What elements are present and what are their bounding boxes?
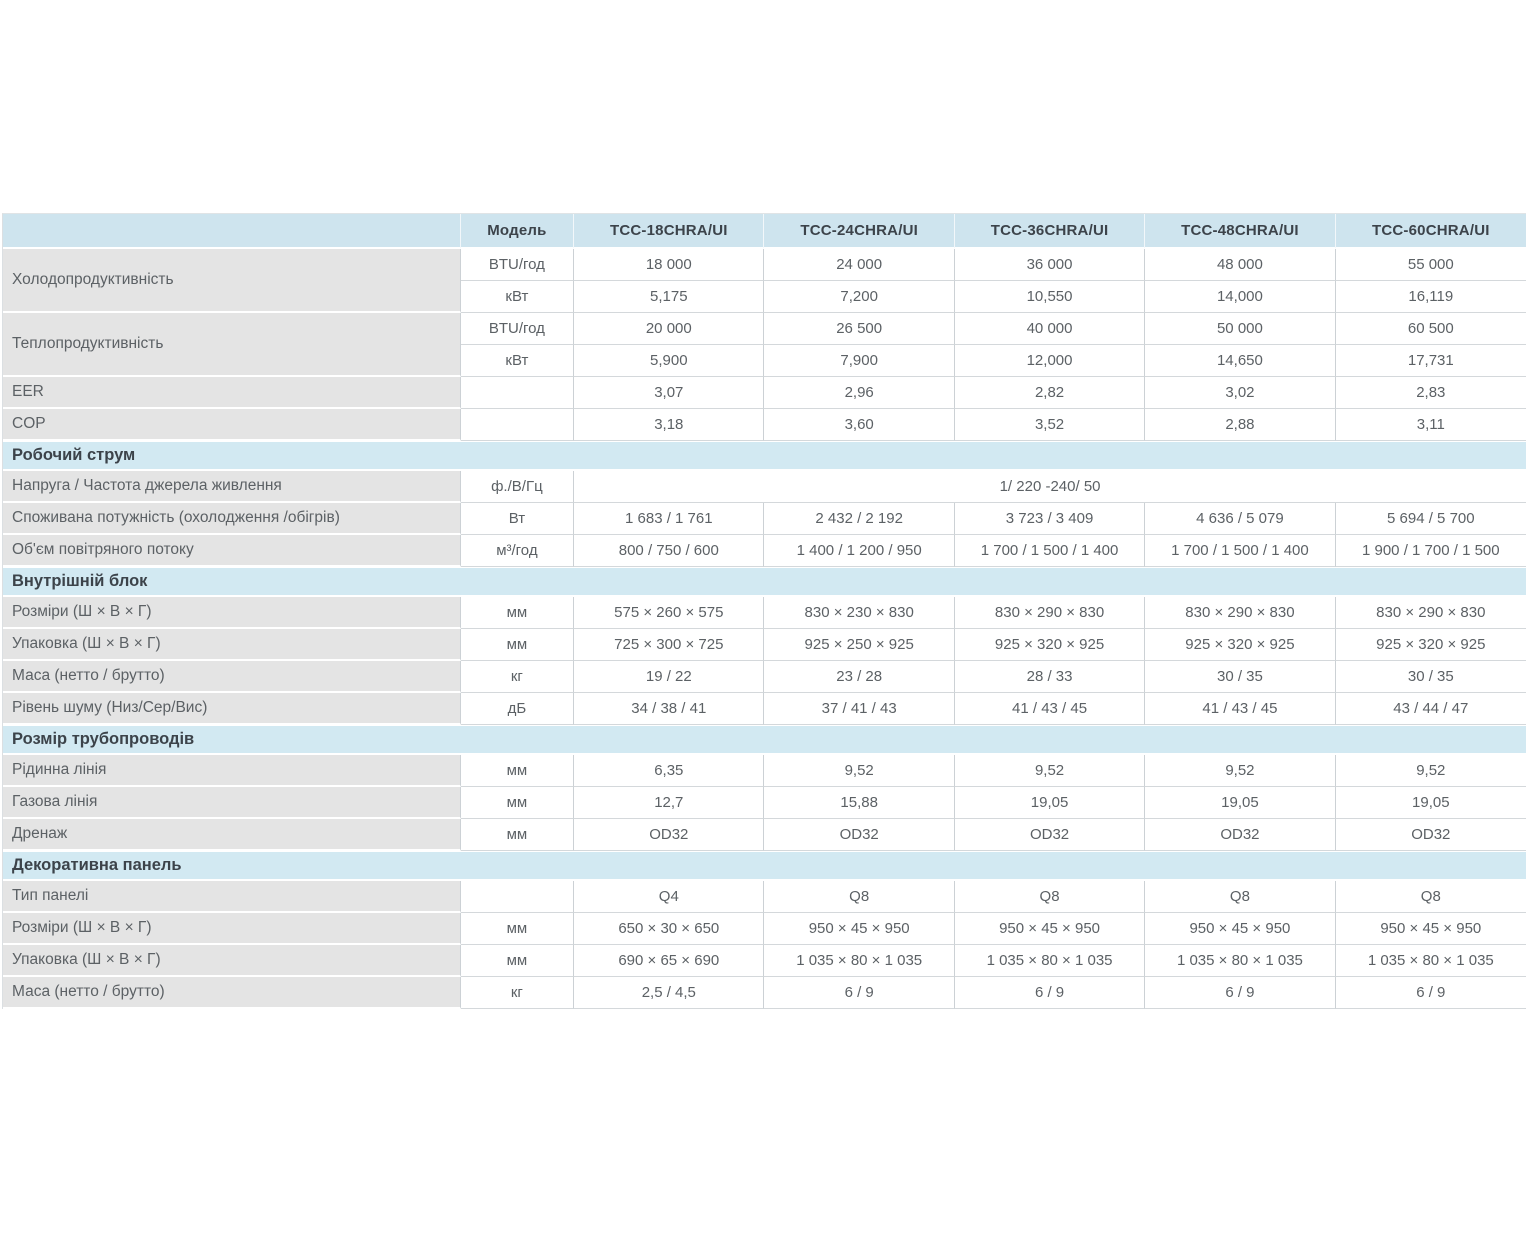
- unit-cell: [461, 409, 574, 441]
- row-label: Теплопродуктивність: [3, 313, 461, 377]
- unit-cell: мм: [461, 597, 574, 629]
- table-row: [3, 535, 1526, 567]
- row-label: Напруга / Частота джерела живлення: [3, 471, 461, 503]
- row-label: Об'єм повітряного потоку: [3, 535, 461, 567]
- value-cell: 36 000: [955, 249, 1145, 281]
- row-label: Дренаж: [3, 819, 461, 851]
- value-cell: 24 000: [764, 249, 954, 281]
- table-row: [3, 977, 1526, 1009]
- value-cell: OD32: [955, 819, 1145, 851]
- value-cell: OD32: [1145, 819, 1335, 851]
- value-cell: 3,60: [764, 409, 954, 441]
- value-cell: 5,175: [574, 281, 764, 313]
- value-cell: 12,7: [574, 787, 764, 819]
- value-cell: 950 × 45 × 950: [764, 913, 954, 945]
- value-cell: 830 × 290 × 830: [955, 597, 1145, 629]
- value-cell: 50 000: [1145, 313, 1335, 345]
- unit-cell: мм: [461, 755, 574, 787]
- value-cell: 3,18: [574, 409, 764, 441]
- value-cell: 1 900 / 1 700 / 1 500: [1336, 535, 1526, 567]
- value-cell: Q8: [955, 881, 1145, 913]
- table-row: [3, 661, 1526, 693]
- value-cell: 725 × 300 × 725: [574, 629, 764, 661]
- header-blank-cell: [3, 214, 461, 249]
- value-cell: 800 / 750 / 600: [574, 535, 764, 567]
- value-cell: 2 432 / 2 192: [764, 503, 954, 535]
- value-cell: 2,5 / 4,5: [574, 977, 764, 1009]
- value-cell: 3 723 / 3 409: [955, 503, 1145, 535]
- table-row: [3, 693, 1526, 725]
- table-row: [3, 945, 1526, 977]
- value-cell: 1 035 × 80 × 1 035: [764, 945, 954, 977]
- unit-cell: [461, 377, 574, 409]
- value-cell: 37 / 41 / 43: [764, 693, 954, 725]
- value-cell: 41 / 43 / 45: [955, 693, 1145, 725]
- value-cell: 925 × 250 × 925: [764, 629, 954, 661]
- header-model-name: TCC-18CHRA/UI: [574, 214, 764, 249]
- unit-cell: кВт: [461, 345, 574, 377]
- value-cell: 19,05: [1145, 787, 1335, 819]
- value-cell: 2,96: [764, 377, 954, 409]
- value-cell: 3,07: [574, 377, 764, 409]
- row-label: Розміри (Ш × В × Г): [3, 597, 461, 629]
- value-cell: 34 / 38 / 41: [574, 693, 764, 725]
- row-label: Маса (нетто / брутто): [3, 661, 461, 693]
- value-cell: 830 × 290 × 830: [1336, 597, 1526, 629]
- value-cell: 6 / 9: [764, 977, 954, 1009]
- value-cell: 1 035 × 80 × 1 035: [1336, 945, 1526, 977]
- value-cell: 43 / 44 / 47: [1336, 693, 1526, 725]
- unit-cell: дБ: [461, 693, 574, 725]
- spec-table: [3, 214, 1526, 1009]
- table-row: [3, 881, 1526, 913]
- value-cell: 925 × 320 × 925: [1145, 629, 1335, 661]
- table-row: [3, 249, 1526, 281]
- row-label: Розміри (Ш × В × Г): [3, 913, 461, 945]
- header-model-name: TCC-60CHRA/UI: [1336, 214, 1526, 249]
- value-cell: 2,82: [955, 377, 1145, 409]
- value-cell: 19 / 22: [574, 661, 764, 693]
- value-cell: 1 700 / 1 500 / 1 400: [1145, 535, 1335, 567]
- row-label: Холодопродуктивність: [3, 249, 461, 313]
- header-row: [3, 214, 1526, 249]
- value-cell: 4 636 / 5 079: [1145, 503, 1335, 535]
- header-model-label: Модель: [461, 214, 574, 249]
- table-row: [3, 377, 1526, 409]
- value-cell: 2,83: [1336, 377, 1526, 409]
- section-title: Внутрішній блок: [3, 567, 1526, 597]
- section-row: [3, 567, 1526, 597]
- value-cell: 14,000: [1145, 281, 1335, 313]
- value-cell: 950 × 45 × 950: [955, 913, 1145, 945]
- value-cell: 10,550: [955, 281, 1145, 313]
- value-cell: 9,52: [1336, 755, 1526, 787]
- value-cell: OD32: [1336, 819, 1526, 851]
- value-cell: 1 035 × 80 × 1 035: [1145, 945, 1335, 977]
- table-row: [3, 913, 1526, 945]
- value-cell: 20 000: [574, 313, 764, 345]
- row-label: Упаковка (Ш × В × Г): [3, 629, 461, 661]
- header-model-name: TCC-24CHRA/UI: [764, 214, 954, 249]
- value-cell: 15,88: [764, 787, 954, 819]
- unit-cell: ф./В/Гц: [461, 471, 574, 503]
- unit-cell: [461, 881, 574, 913]
- header-model-name: TCC-48CHRA/UI: [1145, 214, 1335, 249]
- value-cell: 3,02: [1145, 377, 1335, 409]
- value-cell: 950 × 45 × 950: [1336, 913, 1526, 945]
- value-cell: 830 × 290 × 830: [1145, 597, 1335, 629]
- value-cell: 60 500: [1336, 313, 1526, 345]
- value-cell: 7,200: [764, 281, 954, 313]
- unit-cell: м³/год: [461, 535, 574, 567]
- value-cell: 6,35: [574, 755, 764, 787]
- value-cell-span: 1/ 220 -240/ 50: [574, 471, 1526, 503]
- table-row: [3, 503, 1526, 535]
- value-cell: 16,119: [1336, 281, 1526, 313]
- row-label: Тип панелі: [3, 881, 461, 913]
- value-cell: 950 × 45 × 950: [1145, 913, 1335, 945]
- value-cell: 14,650: [1145, 345, 1335, 377]
- unit-cell: кВт: [461, 281, 574, 313]
- value-cell: 12,000: [955, 345, 1145, 377]
- value-cell: 830 × 230 × 830: [764, 597, 954, 629]
- value-cell: 2,88: [1145, 409, 1335, 441]
- value-cell: 6 / 9: [955, 977, 1145, 1009]
- value-cell: 925 × 320 × 925: [1336, 629, 1526, 661]
- value-cell: 28 / 33: [955, 661, 1145, 693]
- table-row: [3, 597, 1526, 629]
- value-cell: 19,05: [955, 787, 1145, 819]
- value-cell: 690 × 65 × 690: [574, 945, 764, 977]
- value-cell: 9,52: [764, 755, 954, 787]
- value-cell: 30 / 35: [1336, 661, 1526, 693]
- table-row: [3, 787, 1526, 819]
- unit-cell: BTU/год: [461, 313, 574, 345]
- value-cell: 7,900: [764, 345, 954, 377]
- section-row: [3, 441, 1526, 471]
- unit-cell: мм: [461, 819, 574, 851]
- value-cell: 1 400 / 1 200 / 950: [764, 535, 954, 567]
- value-cell: 1 700 / 1 500 / 1 400: [955, 535, 1145, 567]
- unit-cell: мм: [461, 787, 574, 819]
- row-label: Газова лінія: [3, 787, 461, 819]
- row-label: COP: [3, 409, 461, 441]
- value-cell: 9,52: [955, 755, 1145, 787]
- value-cell: 6 / 9: [1145, 977, 1335, 1009]
- unit-cell: кг: [461, 661, 574, 693]
- row-label: Маса (нетто / брутто): [3, 977, 461, 1009]
- unit-cell: мм: [461, 629, 574, 661]
- value-cell: 5 694 / 5 700: [1336, 503, 1526, 535]
- value-cell: 40 000: [955, 313, 1145, 345]
- table-row: [3, 409, 1526, 441]
- value-cell: OD32: [574, 819, 764, 851]
- value-cell: 575 × 260 × 575: [574, 597, 764, 629]
- header-model-name: TCC-36CHRA/UI: [955, 214, 1145, 249]
- value-cell: 3,11: [1336, 409, 1526, 441]
- value-cell: 5,900: [574, 345, 764, 377]
- value-cell: 17,731: [1336, 345, 1526, 377]
- value-cell: 41 / 43 / 45: [1145, 693, 1335, 725]
- row-label: Рідинна лінія: [3, 755, 461, 787]
- value-cell: 26 500: [764, 313, 954, 345]
- section-row: [3, 725, 1526, 755]
- value-cell: 3,52: [955, 409, 1145, 441]
- value-cell: 9,52: [1145, 755, 1335, 787]
- value-cell: 23 / 28: [764, 661, 954, 693]
- value-cell: Q8: [1336, 881, 1526, 913]
- table-row: [3, 313, 1526, 345]
- spec-table-body: [3, 249, 1526, 1009]
- value-cell: Q4: [574, 881, 764, 913]
- unit-cell: кг: [461, 977, 574, 1009]
- value-cell: 650 × 30 × 650: [574, 913, 764, 945]
- value-cell: 48 000: [1145, 249, 1335, 281]
- value-cell: Q8: [764, 881, 954, 913]
- value-cell: 30 / 35: [1145, 661, 1335, 693]
- value-cell: 18 000: [574, 249, 764, 281]
- value-cell: 1 035 × 80 × 1 035: [955, 945, 1145, 977]
- section-title: Розмір трубопроводів: [3, 725, 1526, 755]
- value-cell: Q8: [1145, 881, 1335, 913]
- value-cell: 55 000: [1336, 249, 1526, 281]
- value-cell: 6 / 9: [1336, 977, 1526, 1009]
- row-label: Рівень шуму (Низ/Сер/Вис): [3, 693, 461, 725]
- row-label: Упаковка (Ш × В × Г): [3, 945, 461, 977]
- value-cell: OD32: [764, 819, 954, 851]
- unit-cell: BTU/год: [461, 249, 574, 281]
- unit-cell: Вт: [461, 503, 574, 535]
- table-row: [3, 755, 1526, 787]
- spec-table-head: [3, 214, 1526, 249]
- unit-cell: мм: [461, 913, 574, 945]
- section-title: Робочий струм: [3, 441, 1526, 471]
- row-label: Споживана потужність (охолодження /обігрів): [3, 503, 461, 535]
- value-cell: 19,05: [1336, 787, 1526, 819]
- row-label: EER: [3, 377, 461, 409]
- table-row: [3, 819, 1526, 851]
- value-cell: 925 × 320 × 925: [955, 629, 1145, 661]
- value-cell: 1 683 / 1 761: [574, 503, 764, 535]
- section-row: [3, 851, 1526, 881]
- unit-cell: мм: [461, 945, 574, 977]
- table-row: [3, 471, 1526, 503]
- table-row: [3, 629, 1526, 661]
- section-title: Декоративна панель: [3, 851, 1526, 881]
- spec-table-container: [2, 213, 1526, 1009]
